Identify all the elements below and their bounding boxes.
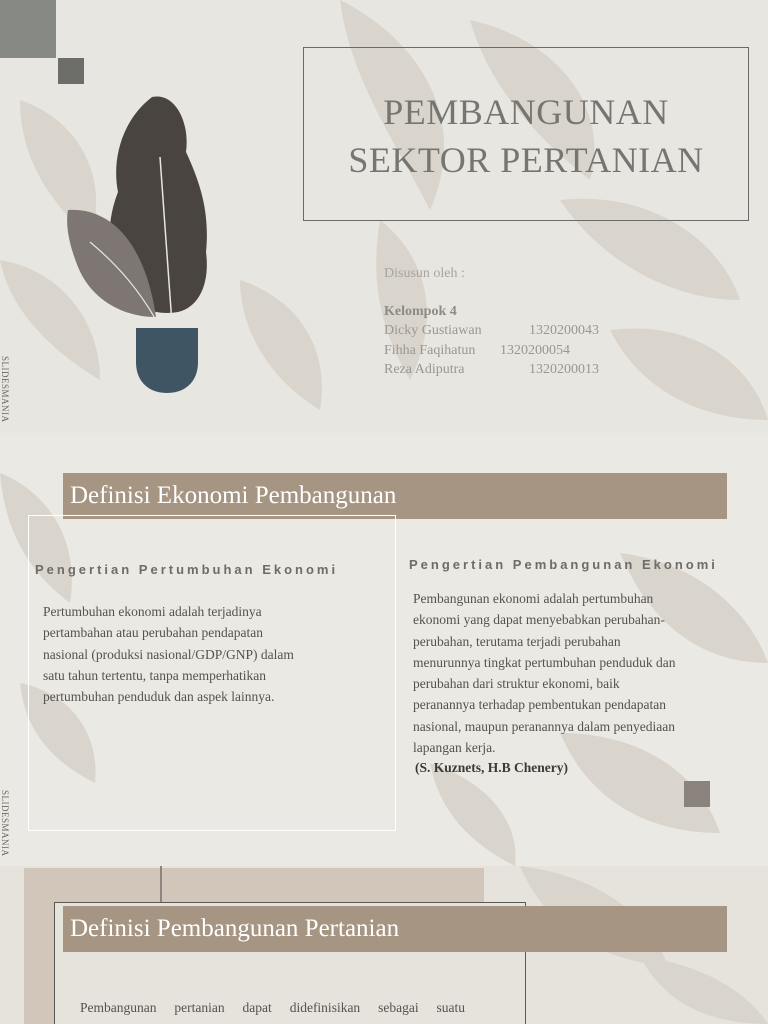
slidesmania-watermark: SLIDESMANIA (0, 356, 10, 423)
text-line: Pembangunan ekonomi adalah pertumbuhan (413, 591, 654, 606)
text-line: menurunnya tingkat pertumbuhan penduduk dan (413, 654, 676, 670)
member-name: Fihha Faqihatun (384, 342, 476, 358)
member-row (384, 341, 599, 361)
text-line: ekonomi yang dapat menyebabkan perubahan- (413, 612, 665, 628)
citation: (S. Kuznets, H.B Chenery) (415, 760, 568, 775)
member-id: 1320200013 (529, 362, 599, 377)
text-line: perubahan dari struktur ekonomi, baik (413, 676, 620, 692)
credits-block (384, 264, 599, 380)
text-line: nasional (produksi nasional/GDP/GNP) dalam (43, 646, 294, 662)
decorative-square (684, 781, 710, 807)
slidesmania-watermark: SLIDESMANIA (0, 790, 10, 857)
member-row (384, 321, 599, 341)
title-frame (303, 47, 749, 221)
title-slide (0, 0, 768, 433)
member-id: 1320200043 (529, 323, 599, 338)
plant-pot (136, 328, 198, 393)
text-line: lapangan kerja. (413, 740, 496, 756)
left-body (43, 601, 343, 707)
member-name: Dicky Gustiawan (384, 323, 482, 338)
agriculture-definition-slide (0, 866, 768, 1024)
text-line: nasional, maupun peranannya dalam penyediaan (413, 718, 676, 734)
text-line: Pertumbuhan ekonomi adalah terjadinya (43, 604, 262, 619)
prepared-by-label: Disusun oleh : (384, 266, 465, 281)
text-line: pertambahan atau perubahan pendapatan (43, 625, 264, 641)
text-line: satu tahun tertentu, tanpa memperhatikan (43, 667, 267, 683)
text-line: perubahan, terutama terjadi perubahan (413, 633, 621, 649)
right-body (413, 588, 733, 758)
section-header: Definisi Ekonomi Pembangunan (63, 473, 727, 519)
text-line: peranannya terhadap pembentukan pendapatan (413, 697, 667, 713)
member-name: Reza Adiputra (384, 362, 465, 377)
member-id: 1320200054 (500, 342, 570, 358)
right-heading: Pengertian Pembangunan Ekonomi (409, 557, 718, 572)
left-heading: Pengertian Pertumbuhan Ekonomi (35, 562, 339, 577)
decorative-square-small (58, 58, 84, 84)
title-line-2: SEKTOR PERTANIAN (348, 140, 704, 180)
decorative-square-large (0, 0, 56, 58)
title-line-1: PEMBANGUNAN (383, 92, 669, 132)
potted-plant-illustration (60, 92, 240, 402)
body-text: Pembangunan pertanian dapat didefinisikan sebagai suatu (80, 1000, 465, 1015)
group-label: Kelompok 4 (384, 303, 457, 319)
text-line: pertumbuhan penduduk dan aspek lainnya. (43, 689, 275, 705)
section-header: Definisi Pembangunan Pertanian (63, 906, 727, 952)
definition-slide (0, 433, 768, 866)
member-row (384, 360, 599, 380)
connector-line (160, 866, 162, 906)
